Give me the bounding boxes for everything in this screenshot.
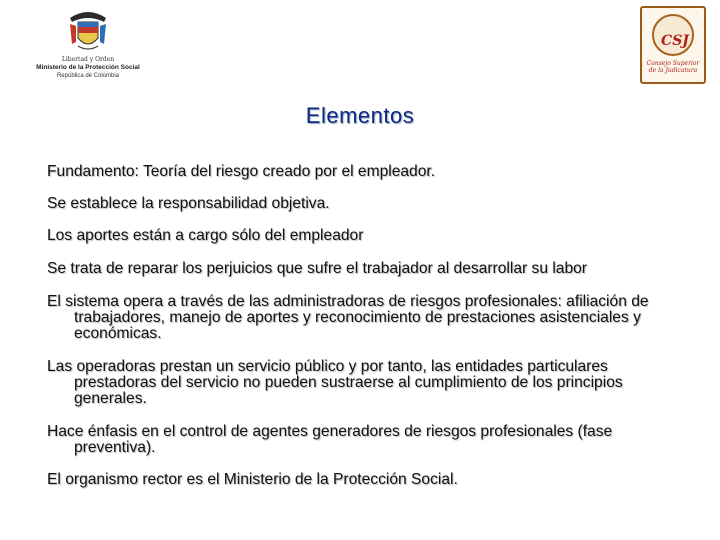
paragraph: Se trata de reparar los perjuicios que sufre el trabajador al desarrollar su labor — [47, 260, 588, 277]
paragraph: Se establece la responsabilidad objetiva. — [47, 195, 330, 212]
slide-body — [47, 164, 687, 488]
gov-motto: Libertad y Orden — [61, 56, 115, 63]
slide-title: Elementos — [305, 103, 415, 128]
paragraph: Hace énfasis en el control de agentes generadores de riesgos profesionales (fase preventiva). — [47, 423, 613, 456]
ministry-name: Ministerio de la Protección Social — [36, 64, 140, 71]
csj-seal-icon — [652, 14, 694, 56]
paragraph: Los aportes están a cargo sólo del empleador — [47, 227, 364, 244]
csj-caption: Consejo Superior de la Judicatura — [646, 60, 700, 74]
republic-name: República de Colombia — [56, 73, 120, 79]
coat-of-arms-icon — [66, 8, 110, 54]
ministry-logo — [18, 6, 158, 86]
paragraph: Fundamento: Teoría del riesgo creado por el empleador. — [47, 163, 436, 180]
paragraph: El organismo rector es el Ministerio de la Protección Social. — [47, 471, 458, 488]
paragraph: Las operadoras prestan un servicio público y por tanto, las entidades particulares prestadoras del servicio no pueden sustraerse al cumplimiento de los principios generales. — [47, 358, 623, 407]
csj-logo — [640, 6, 706, 84]
paragraph: El sistema opera a través de las administradoras de riesgos profesionales: afiliación de trabajadores, manejo de aportes y reconocimiento de prestaciones asistenciales y económicas. — [47, 293, 649, 342]
csj-logo-text: CSJ — [661, 33, 689, 49]
